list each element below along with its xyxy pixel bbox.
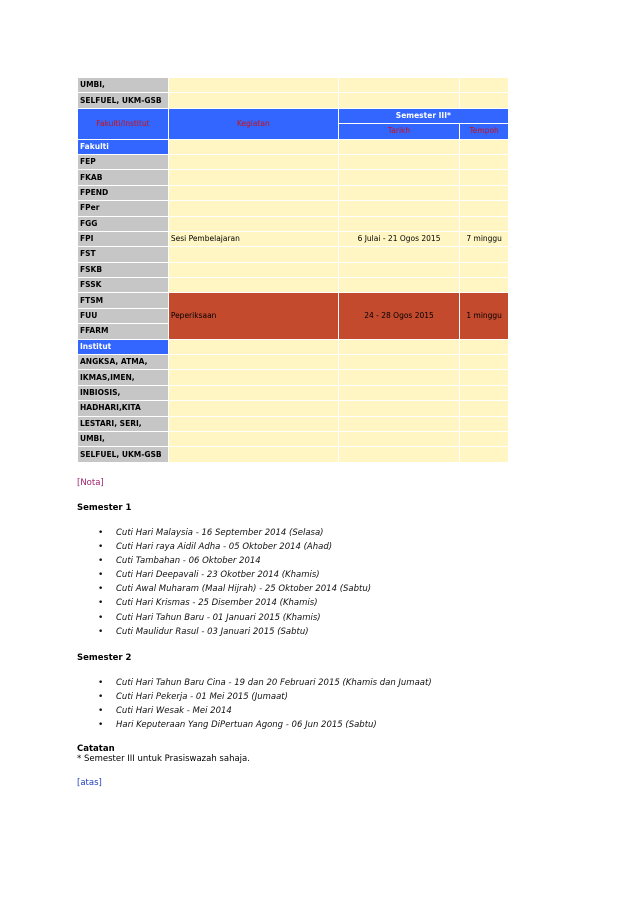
table-row: [78, 355, 508, 369]
institute-cell: SELFUEL, UKM-GSB: [78, 447, 168, 461]
bullet: •: [98, 612, 104, 623]
faculty-cell: FKAB: [78, 170, 168, 184]
list-item: [77, 718, 577, 732]
table-row: [78, 401, 508, 415]
institute-cell: HADHARI,KITA: [78, 401, 168, 415]
faculty-cell: FPI: [78, 232, 168, 246]
faculty-cell: FSSK: [78, 278, 168, 292]
holiday-text: Cuti Tambahan - 06 Oktober 2014: [116, 556, 261, 567]
table-row: [78, 386, 508, 400]
bullet: •: [98, 598, 104, 609]
institute-cell: ANGKSA, ATMA,: [78, 355, 168, 369]
bullet: •: [98, 570, 104, 581]
institute-cell: UMBI,: [78, 432, 168, 446]
nota-link[interactable]: [Nota]: [77, 478, 104, 488]
bullet: •: [98, 528, 104, 538]
faculty-cell: FPEND: [78, 186, 168, 200]
list-item: [77, 582, 577, 596]
faculty-cell: FEP: [78, 155, 168, 169]
bullet: •: [98, 677, 104, 688]
bullet: •: [98, 542, 104, 553]
catatan-text: * Semester III untuk Prasiswazah sahaja.: [77, 754, 250, 765]
table-row: [78, 78, 508, 92]
faculty-cell: FUU: [78, 309, 168, 323]
semester1-title: Semester 1: [77, 503, 132, 513]
holiday-text: Cuti Awal Muharam (Maal Hijrah) - 25 Oktober 2014 (Sabtu): [116, 584, 372, 595]
holiday-text: Cuti Hari Malaysia - 16 September 2014 (Selasa): [116, 528, 324, 538]
notes-section: [77, 478, 577, 788]
faculty-cell: SELFUEL, UKM-GSB: [78, 93, 168, 107]
table-row: [78, 186, 508, 200]
bullet: •: [98, 584, 104, 595]
section-row: [78, 340, 508, 354]
holiday-text: Cuti Hari Tahun Baru Cina - 19 dan 20 Februari 2015 (Khamis dan Jumaat): [116, 677, 432, 688]
institute-cell: LESTARI, SERI,: [78, 417, 168, 431]
header-date: Tarikh: [339, 124, 460, 138]
faculty-cell: FTSM: [78, 293, 168, 307]
table-row: [78, 201, 508, 215]
activity-date: 6 Julai - 21 Ogos 2015: [339, 232, 460, 246]
list-item: [77, 611, 577, 625]
holiday-text: Cuti Hari Deepavali - 23 Okotber 2014 (Khamis): [116, 570, 320, 581]
semester2-title: Semester 2: [77, 652, 132, 663]
list-item: [77, 526, 577, 540]
faculty-cell: FSKB: [78, 263, 168, 277]
bullet: •: [98, 720, 104, 731]
header-activity: Kegiatan: [169, 109, 338, 139]
header-semester: Semester III*: [339, 109, 508, 123]
faculty-cell: FST: [78, 247, 168, 261]
exam-duration: 1 minggu: [460, 293, 508, 338]
section-row: [78, 140, 508, 154]
table-row: [78, 93, 508, 107]
table-row: [78, 278, 508, 292]
holiday-text: Hari Keputeraan Yang DiPertuan Agong - 06 Jun 2015 (Sabtu): [116, 720, 377, 731]
bullet: •: [98, 691, 104, 702]
faculty-cell: FFARM: [78, 324, 168, 338]
semester1-holiday-list: [77, 526, 577, 639]
table-row: [78, 447, 508, 461]
back-to-top-link[interactable]: [atas]: [77, 778, 102, 789]
faculty-cell: FGG: [78, 217, 168, 231]
activity-duration: 7 minggu: [460, 232, 508, 246]
table-row: [78, 417, 508, 431]
faculty-cell: UMBI,: [78, 78, 168, 92]
list-item: [77, 568, 577, 582]
bullet: •: [98, 626, 104, 637]
institute-cell: IKMAS,IMEN,: [78, 370, 168, 384]
list-item: [77, 554, 577, 568]
holiday-text: Cuti Hari Tahun Baru - 01 Januari 2015 (Khamis): [116, 612, 321, 623]
bullet: •: [98, 556, 104, 567]
holiday-text: Cuti Maulidur Rasul - 03 Januari 2015 (Sabtu): [116, 626, 309, 637]
table-row: [78, 217, 508, 231]
table-row: [78, 232, 508, 246]
list-item: [77, 596, 577, 610]
activity-label: Sesi Pembelajaran: [169, 232, 338, 246]
table-row: [78, 293, 508, 307]
section-faculty-label: Fakulti: [78, 140, 168, 154]
table-row: [78, 155, 508, 169]
section-institute-label: Institut: [78, 340, 168, 354]
holiday-text: Cuti Hari Krismas - 25 Disember 2014 (Khamis): [116, 598, 318, 609]
list-item: [77, 625, 577, 639]
table-row: [78, 170, 508, 184]
list-item: [77, 690, 577, 704]
institute-cell: INBIOSIS,: [78, 386, 168, 400]
academic-calendar-table: [77, 77, 509, 463]
faculty-cell: FPer: [78, 201, 168, 215]
header-row: [78, 109, 508, 123]
table-row: [78, 432, 508, 446]
table-row: [78, 370, 508, 384]
header-faculty: Fakulti/Institut: [78, 109, 168, 139]
semester2-holiday-list: [77, 676, 577, 732]
holiday-text: Cuti Hari raya Aidil Adha - 05 Oktober 2014 (Ahad): [116, 542, 333, 553]
holiday-text: Cuti Hari Pekerja - 01 Mei 2015 (Jumaat): [116, 691, 288, 702]
list-item: [77, 704, 577, 718]
catatan-title: Catatan: [77, 744, 115, 755]
exam-label: Peperiksaan: [169, 293, 338, 338]
header-duration: Tempoh: [460, 124, 508, 138]
list-item: [77, 540, 577, 554]
list-item: [77, 676, 577, 690]
table-row: [78, 247, 508, 261]
bullet: •: [98, 705, 104, 716]
holiday-text: Cuti Hari Wesak - Mei 2014: [116, 705, 232, 716]
table-row: [78, 263, 508, 277]
exam-date: 24 - 28 Ogos 2015: [339, 293, 460, 338]
